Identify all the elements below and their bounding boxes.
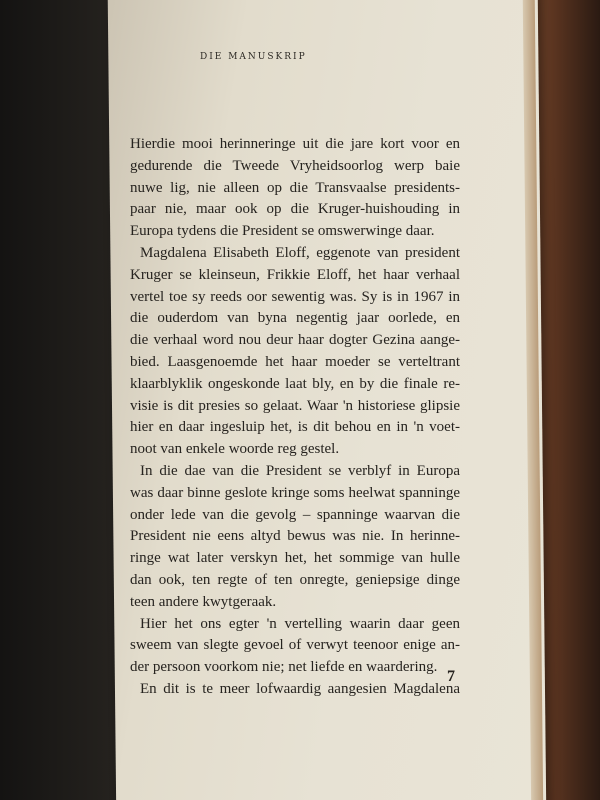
text-line: die verhaal word nou deur haar dogter Gezina aange-	[130, 332, 460, 349]
text-line: vertel toe sy reeds oor sewentig was. Sy is in 1967 in	[130, 288, 460, 305]
text-line: In die dae van die President se verblyf in Europa	[140, 462, 460, 479]
text-line: klaarblyklik ongeskonde laat bly, en by die finale re-	[130, 375, 460, 392]
text-line: visie is dit presies so gelaat. Waar 'n historiese glipsie	[130, 397, 460, 414]
text-line: ringe wat later verskyn het, het sommige van hulle	[130, 550, 460, 567]
text-line: onder lede van die gevolg – spanninge waarvan die	[130, 506, 460, 523]
text-line: dan ook, ten regte of ten onregte, geniepsige dinge	[130, 571, 460, 588]
running-header: DIE MANUSKRIP	[200, 52, 307, 62]
text-line: die ouderdom van byna negentig jaar oorlede, en	[130, 310, 460, 327]
text-line: Hier het ons egter 'n vertelling waarin daar geen	[140, 615, 460, 632]
text-line: President nie eens altyd bewus was nie. In herinne-	[130, 528, 460, 545]
text-line: der persoon voorkom nie; net liefde en waardering.	[130, 659, 438, 676]
text-line: hier en daar ingesluip het, is dit behou en in 'n voet-	[130, 419, 460, 436]
body-text	[130, 134, 460, 701]
text-line: noot van enkele woorde reg gestel.	[130, 441, 340, 458]
text-line: gedurende die Tweede Vryheidsoorlog werp baie	[130, 157, 460, 174]
text-line: bied. Laasgenoemde het haar moeder se verteltrant	[130, 353, 460, 370]
text-line: nuwe lig, nie alleen op die Transvaalse presidents-	[130, 179, 460, 196]
text-line: Magdalena Elisabeth Eloff, eggenote van president	[140, 244, 460, 261]
text-line: En dit is te meer lofwaardig aangesien Magdalena	[140, 680, 460, 697]
text-line: teen andere kwytgeraak.	[130, 593, 277, 610]
text-line: Hierdie mooi herinneringe uit die jare kort voor en	[130, 136, 460, 152]
text-line: Kruger se kleinseun, Frikkie Eloff, het haar verhaal	[130, 266, 460, 283]
dark-background	[0, 0, 120, 800]
text-line: paar nie, maar ook op die Kruger-huishouding in	[130, 201, 460, 218]
text-line: sweem van slegte gevoel of verwyt teenoor enige an-	[130, 637, 460, 654]
text-line: Europa tydens die President se omswerwinge daar.	[130, 223, 435, 240]
text-line: was daar binne geslote kringe soms heelwat spanninge	[130, 484, 460, 501]
page-number: 7	[447, 668, 455, 685]
